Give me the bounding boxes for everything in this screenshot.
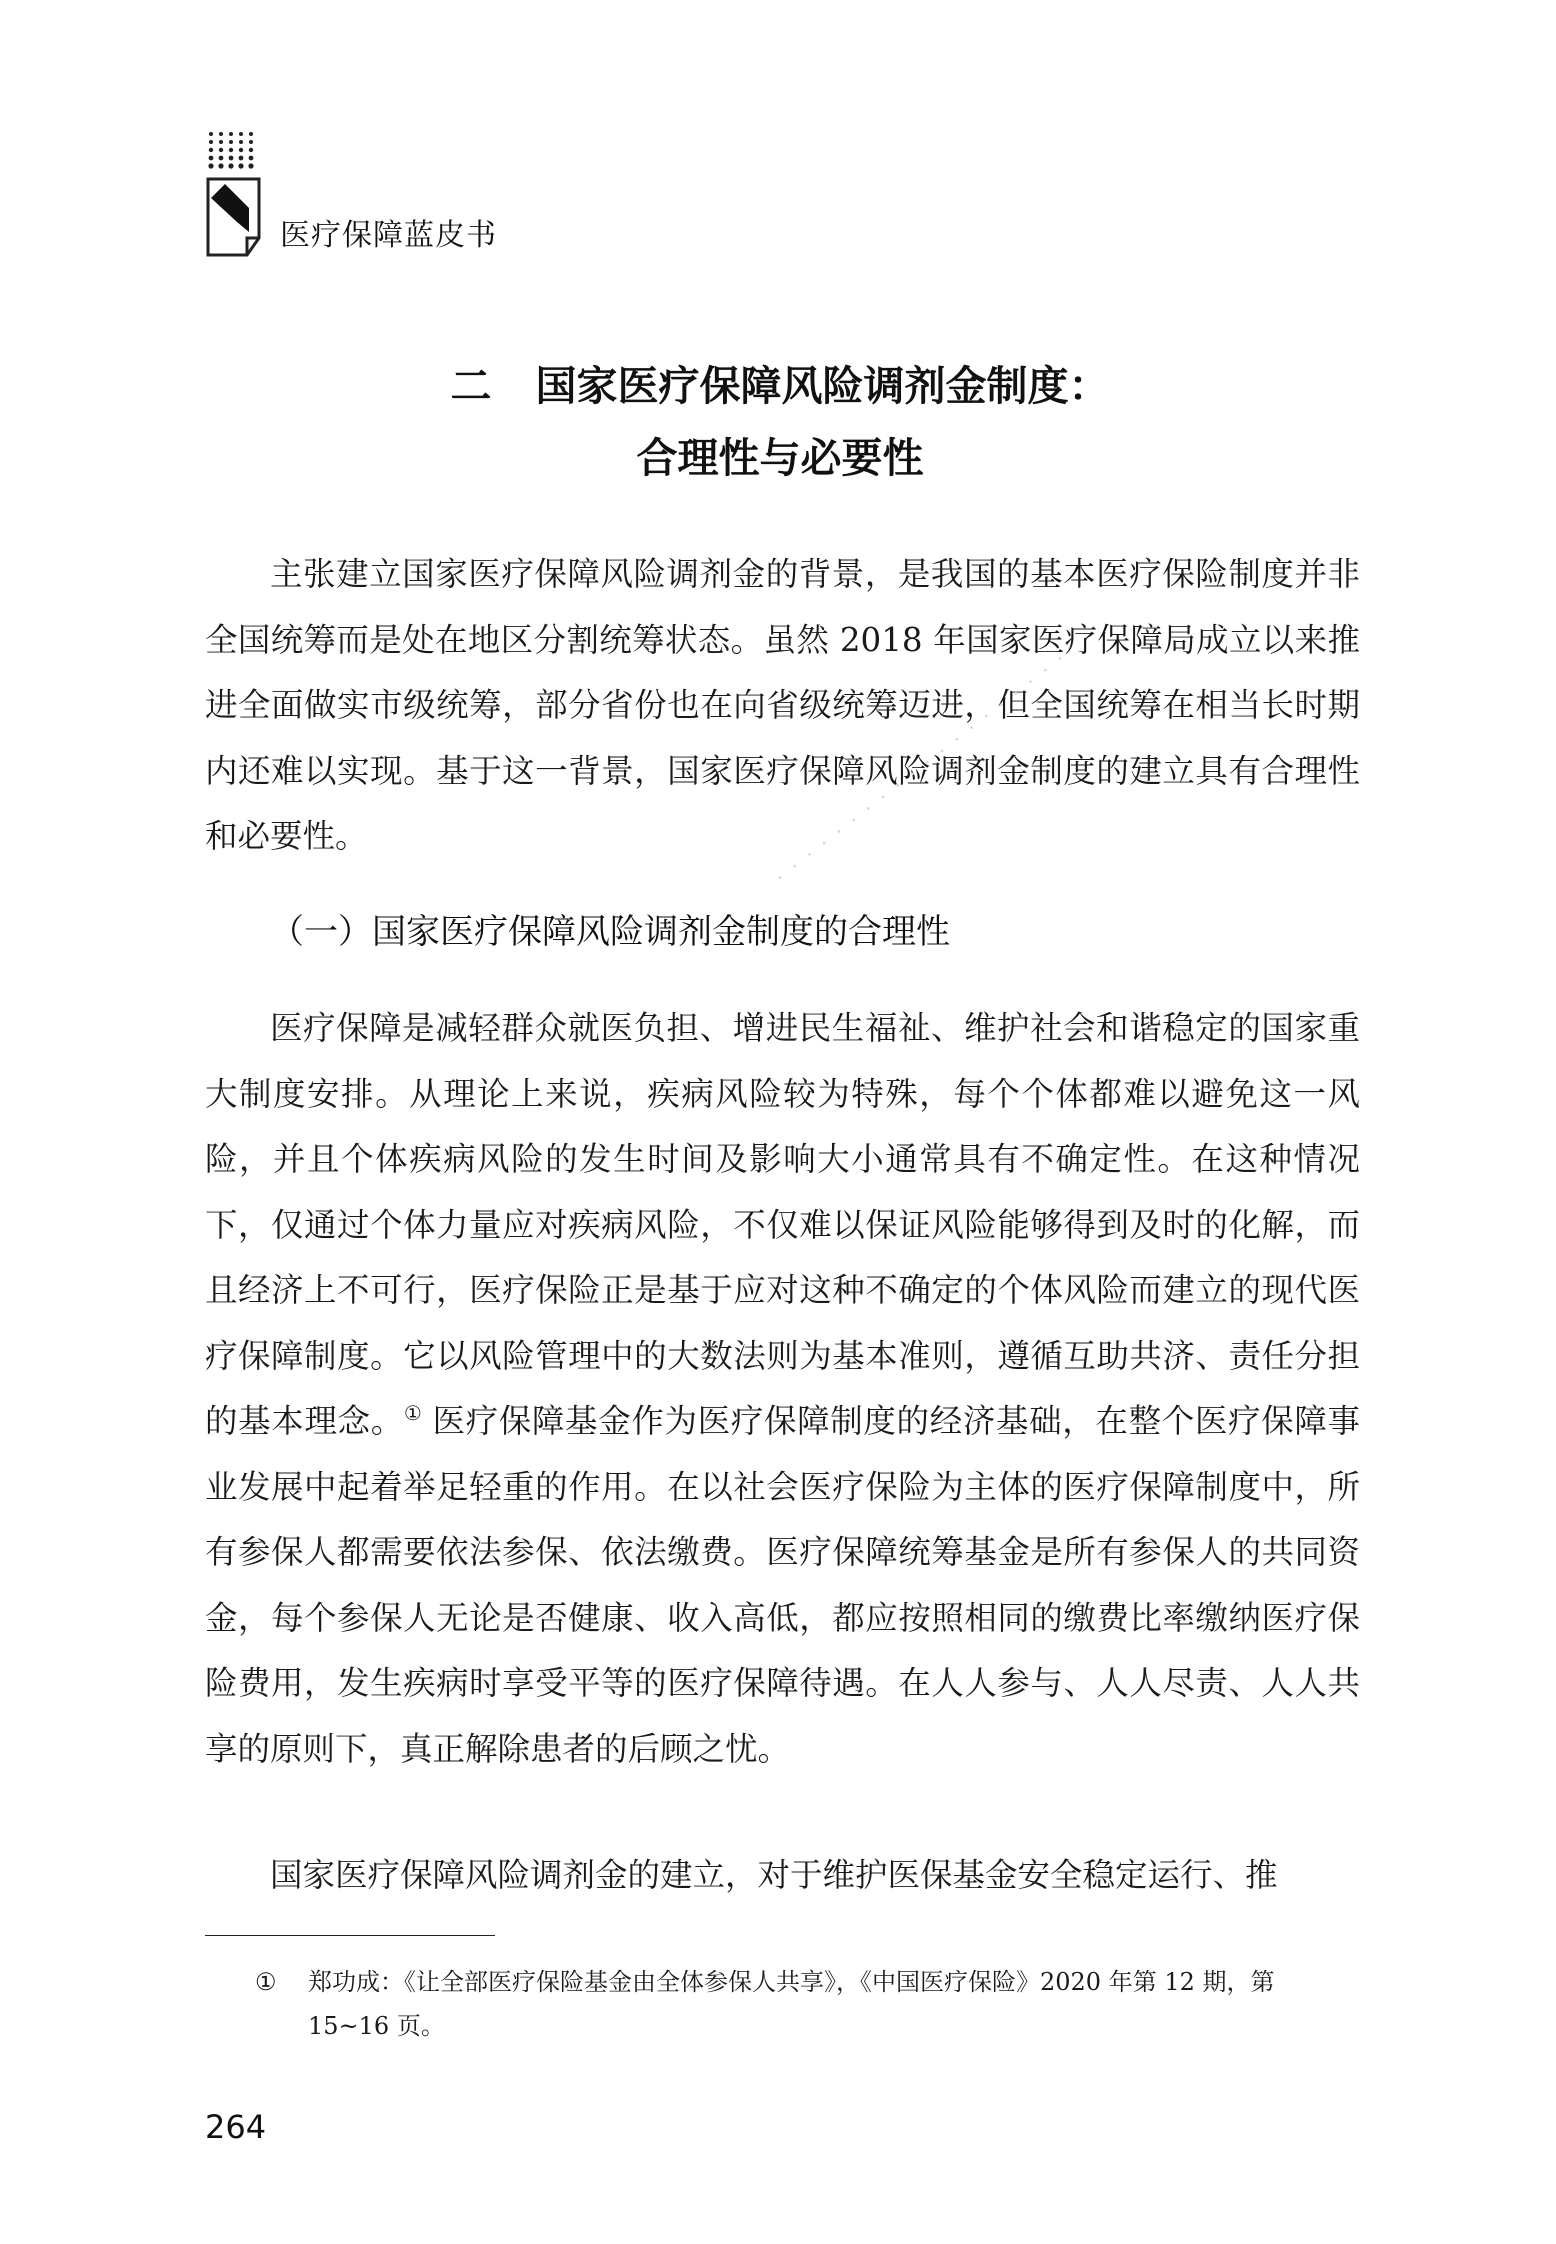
series-title: 医疗保障蓝皮书 <box>280 218 497 253</box>
intro-paragraph: 主张建立国家医疗保障风险调剂金的背景，是我国的基本医疗保险制度并非全国统筹而是处在地区分割统筹状态。虽然 2018 年国家医疗保障局成立以来推进全面做实市级统筹，部分省份也在向省级统筹迈进，但全国统筹在相当长时期内还难以实现。基于这一背景，国家医疗保障风险调剂金制度的建立具有合理性和必要性。 <box>205 555 1360 855</box>
footnote-mark: ① <box>255 1968 277 1996</box>
subsection-heading: （一）国家医疗保障风险调剂金制度的合理性 <box>270 912 950 952</box>
page-number: 264 <box>205 2108 267 2146</box>
footnote-divider <box>205 1935 495 1936</box>
footnote-text-line1: 郑功成：《让全部医疗保险基金由全体参保人共享》，《中国医疗保险》2020 年第 12 期，第 <box>308 1968 1275 1996</box>
section-number: 二 <box>450 362 492 410</box>
dot-grid-ornament <box>205 128 265 174</box>
body-paragraph <box>205 996 1360 1782</box>
continuing-paragraph: 国家医疗保障风险调剂金的建立，对于维护医保基金安全稳定运行、推 <box>270 1856 1278 1894</box>
body-paragraph-part1: 医疗保障是减轻群众就医负担、增进民生福祉、维护社会和谐稳定的国家重大制度安排。从理论上来说，疾病风险较为特殊，每个个体都难以避免这一风险，并且个体疾病风险的发生时间及影响大小通常具有不确定性。在这种情况下，仅通过个体力量应对疾病风险，不仅难以保证风险能够得到及时的化解，而且经济上不可行，医疗保险正是基于应对这种不确定的个体风险而建立的现代医疗保障制度。它以风险管理中的大数法则为基本准则，遵循互助共济、责任分担的基本理念。 <box>205 1009 1360 1440</box>
section-title-line2: 合理性与必要性 <box>636 434 924 482</box>
running-header <box>205 128 525 258</box>
footnote <box>205 1960 1360 2048</box>
section-title-line1 <box>205 350 1355 422</box>
section-title <box>205 350 1355 494</box>
footnote-reference[interactable]: ① <box>403 1401 423 1426</box>
body-paragraph-part2: 医疗保障基金作为医疗保障制度的经济基础，在整个医疗保障事业发展中起着举足轻重的作用。在以社会医疗保险为主体的医疗保障制度中，所有参保人都需要依法参保、依法缴费。医疗保障统筹基金是所有参保人的共同资金，每个参保人无论是否健康、收入高低，都应按照相同的缴费比率缴纳医疗保险费用，发生疾病时享受平等的医疗保障待遇。在人人参与、人人尽责、人人共享的原则下，真正解除患者的后顾之忧。 <box>205 1402 1360 1768</box>
book-corner-icon <box>205 176 267 258</box>
watermark: · · · · · · · · · · · · · · · · · · · · <box>770 645 1073 889</box>
section-title-text: 国家医疗保障风险调剂金制度： <box>535 362 1110 410</box>
footnote-text-line2: 15~16 页。 <box>308 2012 445 2040</box>
